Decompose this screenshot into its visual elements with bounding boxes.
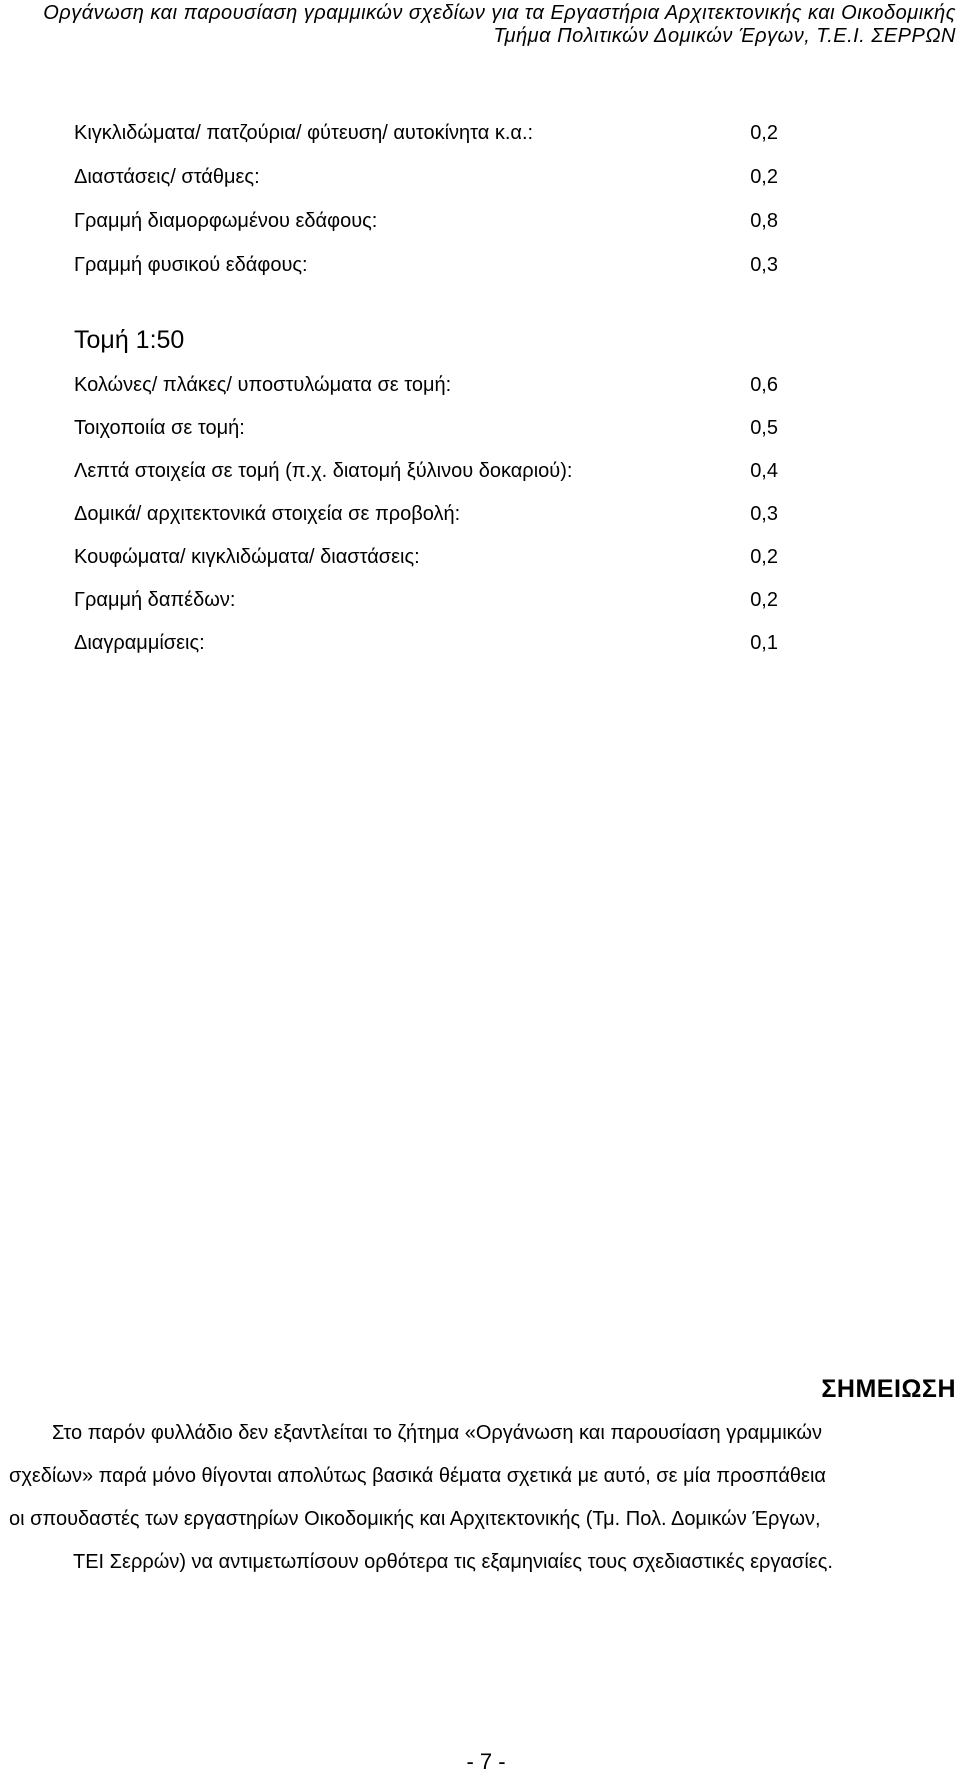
line-weight-row — [74, 251, 778, 279]
line-weight-row — [74, 371, 778, 399]
note-line: ΤΕΙ Σερρών) να αντιμετωπίσουν ορθότερα τις εξαμηνιαίες τους σχεδιαστικές εργασίες. — [73, 1551, 833, 1573]
line-weight-row — [74, 414, 778, 442]
line-weight-row — [74, 207, 778, 235]
row-label: Κουφώματα/ κιγκλιδώματα/ διαστάσεις: — [74, 546, 420, 568]
row-label: Γραμμή διαμορφωμένου εδάφους: — [74, 210, 378, 232]
row-label: Λεπτά στοιχεία σε τομή (π.χ. διατομή ξύλινου δοκαριού): — [74, 460, 573, 482]
note-line: οι σπουδαστές των εργαστηρίων Οικοδομικής και Αρχιτεκτονικής (Τμ. Πολ. Δομικών Έργων, — [9, 1508, 821, 1530]
row-value: 0,1 — [750, 632, 778, 654]
section-title: Τομή 1:50 — [74, 326, 185, 354]
row-value: 0,5 — [750, 417, 778, 439]
row-value: 0,3 — [750, 254, 778, 276]
row-value: 0,2 — [750, 122, 778, 144]
row-value: 0,2 — [750, 589, 778, 611]
note-line: Στο παρόν φυλλάδιο δεν εξαντλείται το ζήτημα «Οργάνωση και παρουσίαση γραμμικών — [52, 1422, 823, 1444]
row-value: 0,2 — [750, 546, 778, 568]
row-label: Διαστάσεις/ στάθμες: — [74, 166, 260, 188]
line-weight-row — [74, 586, 778, 614]
page-header — [4, 2, 956, 48]
row-label: Τοιχοποιία σε τομή: — [74, 417, 245, 439]
line-weight-row — [74, 500, 778, 528]
header-department: Τμήμα Πολιτικών Δομικών Έργων, Τ.Ε.Ι. ΣΕΡΡΩΝ — [493, 25, 956, 47]
row-value: 0,8 — [750, 210, 778, 232]
header-title: Οργάνωση και παρουσίαση γραμμικών σχεδίων για τα Εργαστήρια Αρχιτεκτονικής και Οικοδομικής — [43, 2, 956, 24]
page-number: - 7 - — [466, 1749, 506, 1774]
row-value: 0,4 — [750, 460, 778, 482]
row-label: Διαγραμμίσεις: — [74, 632, 205, 654]
row-value: 0,6 — [750, 374, 778, 396]
line-weight-row — [74, 457, 778, 485]
row-label: Κιγκλιδώματα/ πατζούρια/ φύτευση/ αυτοκίνητα κ.α.: — [74, 122, 534, 144]
line-weight-row — [74, 543, 778, 571]
row-label: Γραμμή δαπέδων: — [74, 589, 236, 611]
line-weight-row — [74, 163, 778, 191]
note-line: σχεδίων» παρά μόνο θίγονται απολύτως βασικά θέματα σχετικά με αυτό, σε μία προσπάθεια — [9, 1465, 826, 1487]
row-label: Δομικά/ αρχιτεκτονικά στοιχεία σε προβολή: — [74, 503, 461, 525]
row-label: Κολώνες/ πλάκες/ υποστυλώματα σε τομή: — [74, 374, 452, 396]
note-heading: ΣΗΜΕΙΩΣΗ — [821, 1375, 956, 1403]
line-weight-row — [74, 119, 778, 147]
row-label: Γραμμή φυσικού εδάφους: — [74, 254, 308, 276]
line-weight-row — [74, 629, 778, 657]
row-value: 0,3 — [750, 503, 778, 525]
row-value: 0,2 — [750, 166, 778, 188]
